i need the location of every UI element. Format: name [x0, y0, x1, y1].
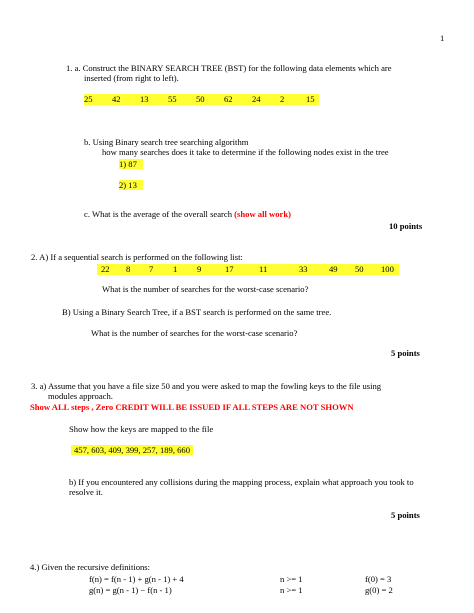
q1-element: 42 — [112, 94, 121, 104]
q3-b-line2: resolve it. — [69, 487, 103, 497]
q3-b-line1: b) If you encountered any collisions during the mapping process, explain what approach you took to — [69, 477, 414, 487]
q1-element: 2 — [280, 94, 285, 104]
q3-instruction: Show how the keys are mapped to the file — [69, 424, 214, 434]
q2-b-line: B) Using a Binary Search Tree, if a BST search is performed on the same tree. — [62, 307, 332, 317]
q4-g-condition: n >= 1 — [280, 585, 303, 595]
q4-g-definition: g(n) = g(n - 1) − f(n - 1) — [89, 585, 172, 595]
q2-list-item: 7 — [149, 264, 154, 274]
q2-list-item: 11 — [259, 264, 268, 274]
q1-a-line2: inserted (from right to left). — [84, 73, 179, 83]
q1-b-line2: how many searches does it take to determine if the following nodes exist in the tree — [102, 147, 389, 157]
q2-list-item: 49 — [329, 264, 338, 274]
q2-list-item: 17 — [225, 264, 234, 274]
q1-element: 13 — [140, 94, 149, 104]
q3-a-line2: modules approach. — [48, 391, 113, 401]
q2-points: 5 points — [391, 348, 420, 358]
q1-element-list — [84, 94, 319, 105]
q2-list-item: 1 — [173, 264, 178, 274]
q2-b-question: What is the number of searches for the worst-case scenario? — [91, 328, 298, 338]
page-number: 1 — [440, 33, 445, 43]
q3-keys: 457, 603, 409, 399, 257, 189, 660 — [71, 445, 193, 455]
q2-list-item: 9 — [197, 264, 202, 274]
q4-f-base: f(0) = 3 — [365, 574, 392, 584]
q1-element: 25 — [84, 94, 93, 104]
q1-node-2: 2) 13 — [119, 180, 143, 190]
q4-f-definition: f(n) = f(n - 1) + g(n - 1) + 4 — [89, 574, 184, 584]
q2-list — [97, 264, 399, 275]
q2-list-item: 50 — [355, 264, 364, 274]
q1-element: 50 — [196, 94, 205, 104]
q1-c-text: c. What is the average of the overall search — [84, 209, 235, 219]
q3-points: 5 points — [391, 510, 420, 520]
q1-a-line1: 1. a. Construct the BINARY SEARCH TREE (BST) for the following data elements which are — [66, 63, 392, 73]
q1-element: 24 — [252, 94, 261, 104]
q2-list-item: 100 — [381, 264, 394, 274]
q3-a-line1: 3. a) Assume that you have a file size 50 and you were asked to map the fowling keys to the file using — [31, 381, 382, 391]
q2-list-item: 33 — [299, 264, 308, 274]
q1-element: 15 — [306, 94, 315, 104]
q1-node-1: 1) 87 — [119, 159, 143, 169]
q4-f-condition: n >= 1 — [280, 574, 303, 584]
q2-list-item: 22 — [101, 264, 110, 274]
q1-points: 10 points — [389, 221, 423, 231]
q2-a-question: What is the number of searches for the worst-case scenario? — [102, 284, 309, 294]
q1-element: 62 — [224, 94, 233, 104]
q1-c-show-work: (show all work) — [234, 209, 291, 219]
q1-c-question — [84, 209, 291, 219]
q2-list-item: 8 — [126, 264, 131, 274]
q1-element: 55 — [168, 94, 177, 104]
q4-g-base: g(0) = 2 — [365, 585, 393, 595]
q2-a-line: 2. A) If a sequential search is performed on the following list: — [31, 252, 243, 262]
q4-intro: 4.) Given the recursive definitions: — [30, 562, 151, 572]
q1-b-line1: b. Using Binary search tree searching algorithm — [84, 137, 249, 147]
q3-warning: Show ALL steps , Zero CREDIT WILL BE ISSUED IF ALL STEPS ARE NOT SHOWN — [30, 402, 354, 412]
